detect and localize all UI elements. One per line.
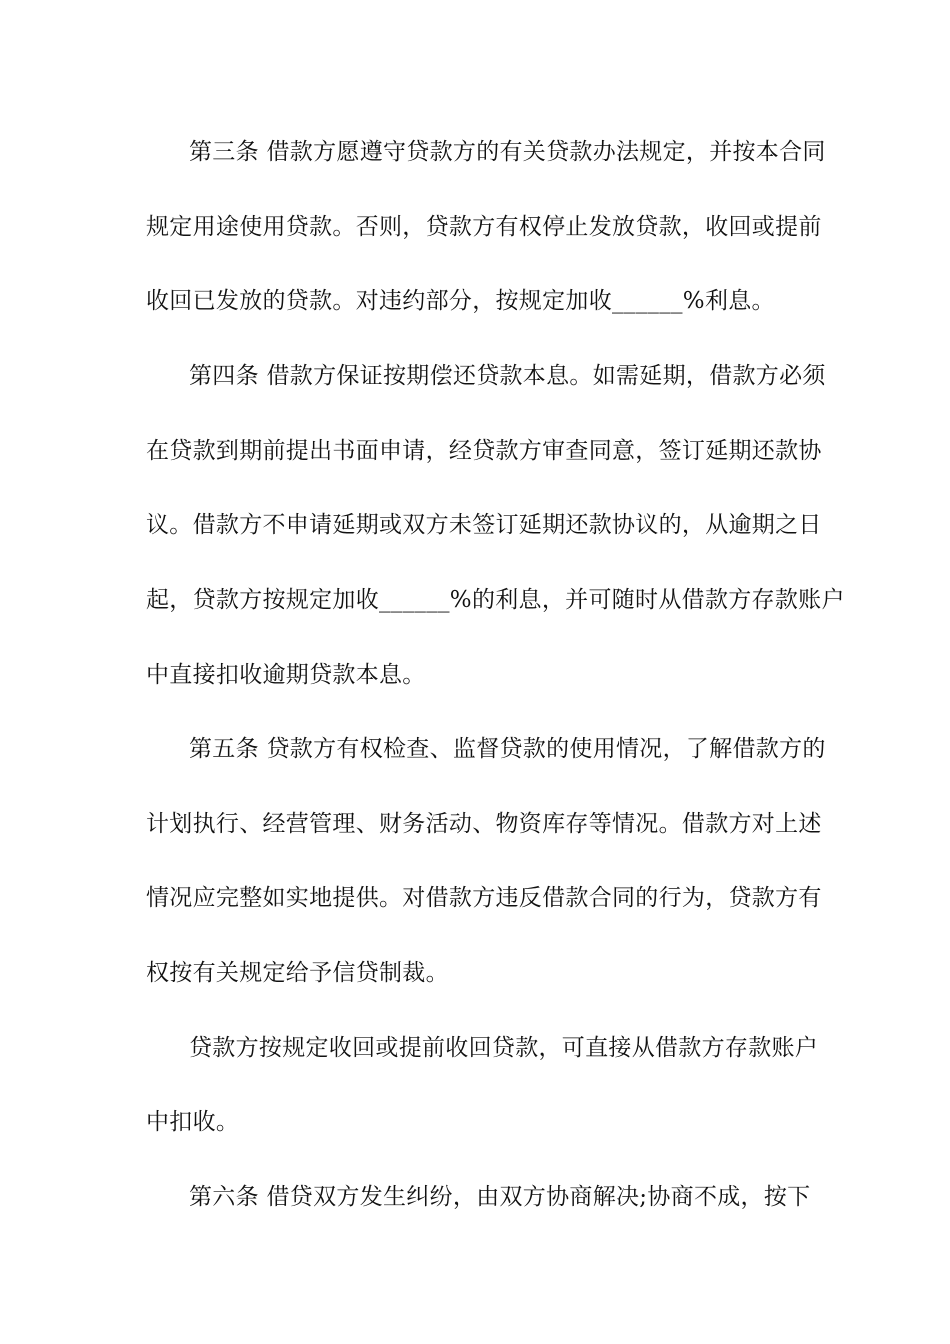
article-6-line-1: 第六条 借贷双方发生纠纷，由双方协商解决;协商不成，按下 [189,1184,811,1210]
article-4-line-5: 中直接扣收逾期贷款本息。 [146,662,426,688]
article-5-line-4: 权按有关规定给予信贷制裁。 [146,960,449,986]
article-5-line-2: 计划执行、经营管理、财务活动、物资库存等情况。借款方对上述 [146,811,822,837]
article-3-line-2: 规定用途使用贷款。否则，贷款方有权停止发放贷款，收回或提前 [146,214,822,240]
article-4-line-3: 议。借款方不申请延期或双方未签订延期还款协议的，从逾期之日 [146,512,822,538]
article-3-line-1: 第三条 借款方愿遵守贷款方的有关贷款办法规定，并按本合同 [189,139,826,165]
article-5-line-3: 情况应完整如实地提供。对借款方违反借款合同的行为，贷款方有 [146,885,822,911]
recovery-paragraph-line-2: 中扣收。 [146,1109,240,1135]
article-4-line-1: 第四条 借款方保证按期偿还贷款本息。如需延期，借款方必须 [189,363,826,389]
article-5-line-1: 第五条 贷款方有权检查、监督贷款的使用情况，了解借款方的 [189,736,826,762]
article-3-line-3: 收回已发放的贷款。对违约部分，按规定加收______%利息。 [146,288,775,314]
recovery-paragraph-line-1: 贷款方按规定收回或提前收回贷款，可直接从借款方存款账户 [189,1035,819,1061]
article-4-line-2: 在贷款到期前提出书面申请，经贷款方审查同意，签订延期还款协 [146,438,822,464]
article-4-line-4: 起，贷款方按规定加收______%的利息，并可随时从借款方存款账户 [146,587,845,613]
